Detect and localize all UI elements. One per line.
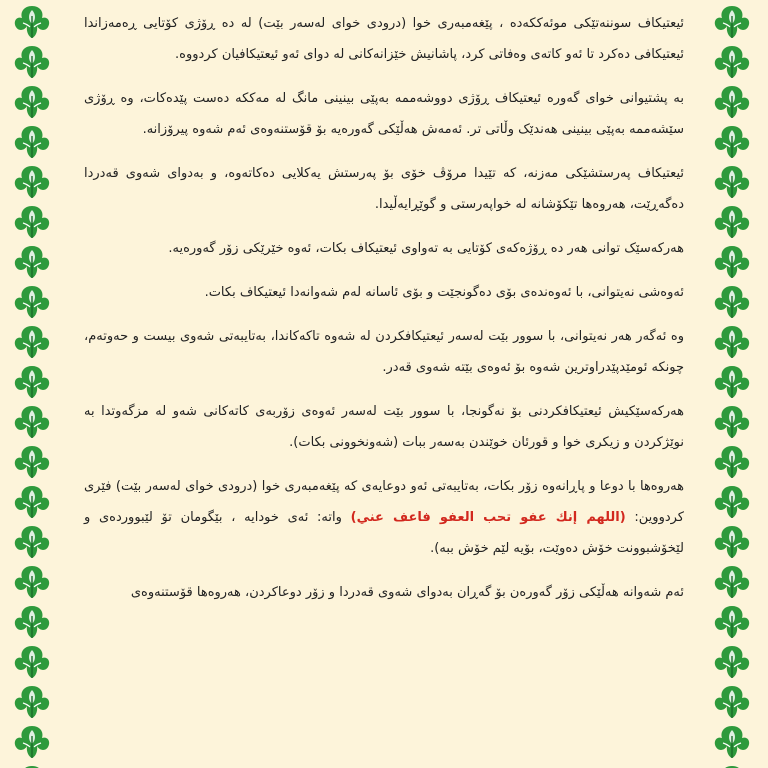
green-leaf-ornament-icon [712,202,752,242]
green-leaf-ornament-icon [12,242,52,282]
paragraph-7: هەرکەسێکیش ئیعتیکافکردنی بۆ نەگونجا، با سوور بێت لەسەر ئەوەی زۆربەی کاتەکانی شەو لە مزگەوتدا بە نوێژکردن و زیکری خوا و قورئان خوێندن بەسەر ببات (شەونخوونی بکات). [84,404,684,450]
green-leaf-ornament-icon [12,402,52,442]
green-leaf-ornament-icon [712,322,752,362]
green-leaf-ornament-icon [712,642,752,682]
green-leaf-ornament-icon [12,2,52,42]
paragraph-1: ئیعتیکاف سوننەتێکی موئەککەدە ، پێغەمبەری خوا (درودی خوای لەسەر بێت) لە دە ڕۆژی کۆتایی ڕەمەزاندا ئیعتیکافی دەکرد تا ئەو کاتەی وەفاتی کرد، پاشانیش خێزانەکانی لە دوای ئەو ئیعتیکافیان کردووە. [84,16,684,62]
paragraph-6: وە ئەگەر هەر نەیتوانی، با سوور بێت لەسەر ئیعتیکافکردن لە شەوە تاکەکاندا، بەتایبەتی شەوی بیست و حەوتەم، چونکە ئومێدپێدراوترین شەوە بۆ ئەوەی بێتە شەوی قەدر. [84,329,684,375]
green-leaf-ornament-icon [712,82,752,122]
green-leaf-ornament-icon [12,322,52,362]
green-leaf-ornament-icon [712,682,752,722]
green-leaf-ornament-icon [712,2,752,42]
green-leaf-ornament-icon [12,682,52,722]
green-leaf-ornament-icon [12,162,52,202]
green-leaf-ornament-icon [12,562,52,602]
green-leaf-ornament-icon [712,42,752,82]
green-leaf-ornament-icon [712,162,752,202]
green-leaf-ornament-icon [712,402,752,442]
green-leaf-ornament-icon [12,482,52,522]
dua-translation-text: واتە: ئەی خودایە ، بێگومان تۆ لێبووردەی و لێخۆشبوونت خۆش دەوێت، بۆیە لێم خۆش ببە). [84,510,684,556]
green-leaf-ornament-icon [12,202,52,242]
green-leaf-ornament-icon [712,762,752,768]
green-leaf-ornament-icon [712,602,752,642]
green-leaf-ornament-icon [12,522,52,562]
green-leaf-ornament-icon [12,122,52,162]
article-body [84,0,684,768]
paragraph-5: ئەوەشی نەیتوانی، با ئەوەندەی بۆی دەگونجێت و بۆی ئاسانە لەم شەوانەدا ئیعتیکاف بکات. [204,285,684,300]
green-leaf-ornament-icon [712,122,752,162]
left-decorative-border [6,0,62,768]
dua-intro-text: هەروەها با دوعا و پاڕانەوە زۆر بکات، بەتایبەتی ئەو دوعایەی کە پێغەمبەری خوا (درودی خوای لەسەر بێت) فێری کردووین: [84,479,684,525]
green-leaf-ornament-icon [12,362,52,402]
paragraph-4: هەرکەسێک توانی هەر دە ڕۆژەکەی کۆتایی بە تەواوی ئیعتیکاف بکات، ئەوە خێرێکی زۆر گەورەیە. [168,241,684,256]
green-leaf-ornament-icon [12,642,52,682]
green-leaf-ornament-icon [12,42,52,82]
green-leaf-ornament-icon [712,282,752,322]
green-leaf-ornament-icon [712,482,752,522]
green-leaf-ornament-icon [12,722,52,762]
green-leaf-ornament-icon [12,602,52,642]
right-decorative-border [706,0,762,768]
paragraph-2: بە پشتیوانی خوای گەورە ئیعتیکاف ڕۆژی دووشەممە بەپێی بینینی مانگ لە مەککە دەست پێدەکات، وە ڕۆژی سێشەممە بەپێی بینینی هەندێک وڵاتی تر. ئەمەش هەڵێکی گەورەیە بۆ قۆستنەوەی ئەم شەوە پیرۆزانە. [84,91,684,137]
paragraph-3: ئیعتیکاف پەرستشێکی مەزنە، کە تێیدا مرۆڤ خۆی بۆ پەرستش یەکلایی دەکاتەوە، و بەدوای شەوی قەدردا دەگەڕێت، هەروەها تێکۆشانە لە خواپەرستی و گوێڕایەڵیدا. [84,166,684,212]
paragraph-9: ئەم شەوانە هەڵێکی زۆر گەورەن بۆ گەڕان بەدوای شەوی قەدردا و زۆر دوعاکردن، هەروەها قۆستنەوەی [130,585,684,600]
dua-text: (اللهم إنك عفو تحب العفو فاعف عني) [350,510,626,525]
green-leaf-ornament-icon [12,442,52,482]
green-leaf-ornament-icon [712,522,752,562]
green-leaf-ornament-icon [12,282,52,322]
green-leaf-ornament-icon [712,442,752,482]
paragraph-8-dua [84,471,684,564]
green-leaf-ornament-icon [712,362,752,402]
green-leaf-ornament-icon [12,82,52,122]
green-leaf-ornament-icon [712,722,752,762]
green-leaf-ornament-icon [12,762,52,768]
green-leaf-ornament-icon [712,562,752,602]
green-leaf-ornament-icon [712,242,752,282]
